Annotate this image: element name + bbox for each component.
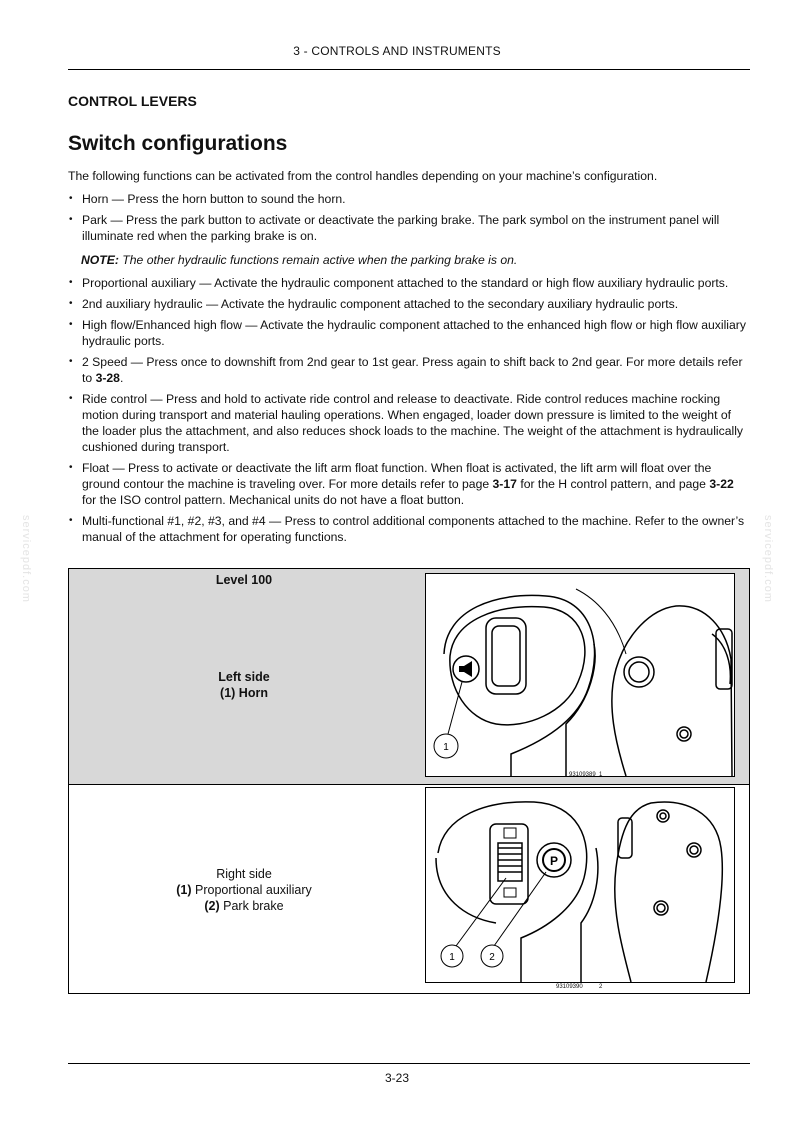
- bullet-list-bottom: [68, 275, 750, 545]
- page-number: 3-23: [384, 1071, 410, 1085]
- page-title: Switch configurations: [68, 132, 288, 155]
- callout-number-1: 1: [443, 742, 449, 753]
- bullet-ride-control: • Ride control — Press and hold to activate ride control and release to deactivate. Ride control reduces machine rocking motion during transport and material hauling operations. When engaged, loader down pressure is limited to the weight of the loader plus the attachment, and also reduces shock loads to the machine. The weight of the attachment is hydraulically cushioned during transport.: [68, 391, 750, 455]
- bullet-multi-functional: • Multi-functional #1, #2, #3, and #4 — Press to control additional components attached to the machine. Refer to the owner’s manual of the attachment for operating functions.: [68, 513, 750, 545]
- bullet-proportional-auxiliary: • Proportional auxiliary — Activate the hydraulic component attached to the standard or high flow auxiliary hydraulic ports.: [68, 275, 750, 291]
- section-heading: CONTROL LEVERS: [68, 93, 197, 109]
- bullet-horn: • Horn — Press the horn button to sound the horn.: [68, 191, 750, 207]
- left-side-label: Left side: [218, 670, 270, 684]
- watermark-right: servicepdf.com: [762, 515, 774, 603]
- bullet-float: • Float — Press to activate or deactivate the lift arm float function. When float is activated, the lift arm will float over the ground contour the machine is traveling over. For more details refer to page 3-17 for the H control pattern, and page 3-22 for the ISO control pattern. Mechanical units do not have a float button.: [68, 460, 750, 508]
- horn-item: (1) Horn: [220, 686, 268, 700]
- proportional-auxiliary-item: (1) Proportional auxiliary: [176, 883, 312, 897]
- table-row-level-100: [69, 569, 749, 785]
- page-ref: 3-22: [709, 477, 734, 491]
- bullet-list-top: [68, 191, 750, 244]
- figure-code: 93109390: [556, 984, 583, 990]
- table-row-right-side: [69, 785, 749, 993]
- switch-config-table: [68, 568, 750, 994]
- header-rule: [68, 69, 750, 70]
- figure-number: 2: [599, 984, 603, 990]
- note-label: NOTE:: [81, 253, 119, 267]
- note-text: The other hydraulic functions remain active when the parking brake is on.: [118, 253, 518, 267]
- intro-paragraph: The following functions can be activated from the control handles depending on your machine’s configuration.: [68, 169, 658, 183]
- figure-left-handle: [425, 573, 735, 777]
- running-header: 3 - CONTROLS AND INSTRUMENTS: [293, 44, 501, 58]
- bullet-park: • Park — Press the park button to activate or deactivate the parking brake. The park symbol on the instrument panel will illuminate red when the parking brake is on.: [68, 212, 750, 244]
- bullet-2nd-auxiliary: • 2nd auxiliary hydraulic — Activate the hydraulic component attached to the secondary auxiliary hydraulic ports.: [68, 296, 750, 312]
- right-side-label: Right side: [216, 867, 272, 881]
- note-paragraph: [81, 252, 750, 268]
- figure-right-handle: [425, 787, 735, 983]
- park-brake-icon: P: [549, 854, 559, 868]
- callout-number-2: 2: [489, 952, 495, 963]
- watermark-left: servicepdf.com: [20, 515, 32, 603]
- callout-number-1: 1: [449, 952, 455, 963]
- callout-leader-1: [456, 878, 506, 946]
- right-handle-illustration: [426, 788, 734, 982]
- bullet-high-flow: • High flow/Enhanced high flow — Activate the hydraulic component attached to the enhanced high flow or high flow auxiliary hydraulic ports.: [68, 317, 750, 349]
- page-ref: 3-28: [95, 371, 120, 385]
- page-ref: 3-17: [492, 477, 517, 491]
- footer-rule: [68, 1063, 750, 1064]
- figure-number: 1: [599, 772, 603, 778]
- figure-code: 93109389: [569, 772, 596, 778]
- left-handle-illustration: [426, 574, 734, 776]
- park-brake-item: (2) Park brake: [204, 899, 284, 913]
- bullet-2-speed: • 2 Speed — Press once to downshift from 2nd gear to 1st gear. Press again to shift back to 2nd gear. For more details refer to 3-28.: [68, 354, 750, 386]
- level-label: Level 100: [215, 573, 273, 587]
